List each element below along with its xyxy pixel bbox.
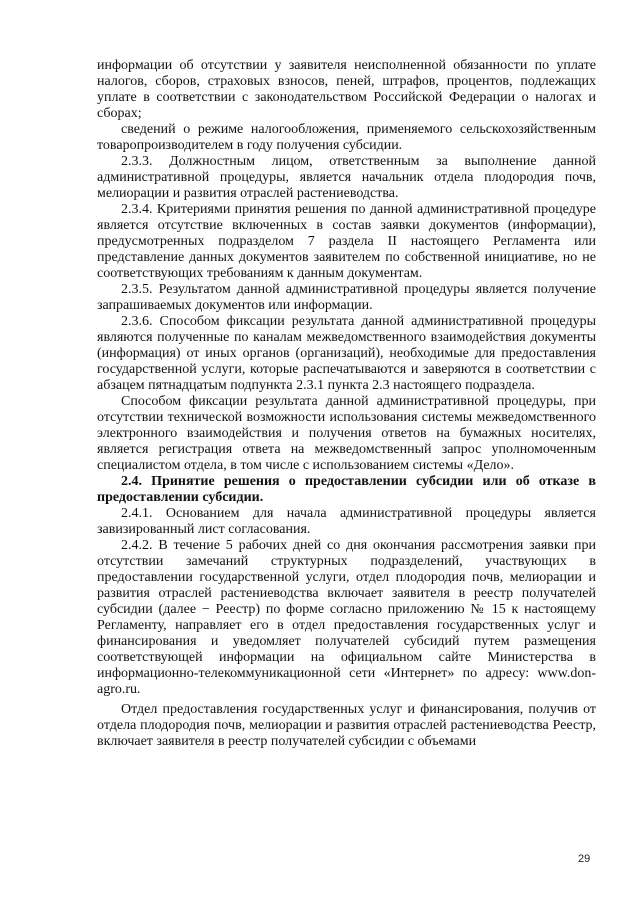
paragraph: Способом фиксации результата данной административной процедуры, при отсутствии технической возможности использования системы межведомственного электронного взаимодействия и получения ответов на бумажных носителях, является регистрация ответа на межведомственный запрос уполномоченным специалистом отдела, в том числе с использованием системы «Дело». xyxy=(97,394,596,473)
paragraph: 2.3.6. Способом фиксации результата данной административной процедуры являются полученные по каналам межведомственного взаимодействия документы (информация) от иных органов (организаций), необходимые для предоставления государственной услуги, которые распечатываются и заверяются в соответствии с абзацем пятнадцатым подпункта 2.3.1 пункта 2.3 настоящего подраздела. xyxy=(97,314,596,393)
paragraph: 2.4.2. В течение 5 рабочих дней со дня окончания рассмотрения заявки при отсутствии замечаний структурных подразделений, участвующих в предоставлении государственной услуги, отдел плодородия почв, мелиорации и развития отраслей растениеводства включает заявителя в реестр получателей субсидии (далее − Реестр) по форме согласно приложению № 15 к настоящему Регламенту, направляет его в отдел предоставления государственных услуг и финансирования и уведомляет получателей субсидий путем размещения соответствующей информации на официальном сайте Министерства в информационно-телекоммуникационной сети «Интернет» по адресу: www.don-agro.ru. xyxy=(97,538,596,697)
paragraph: 2.3.3. Должностным лицом, ответственным за выполнение данной административной процедуры, является начальник отдела плодородия почв, мелиорации и развития отраслей растениеводства. xyxy=(97,154,596,201)
paragraph: 2.3.5. Результатом данной административной процедуры является получение запрашиваемых документов или информации. xyxy=(97,282,596,313)
paragraph: Отдел предоставления государственных услуг и финансирования, получив от отдела плодородия почв, мелиорации и развития отраслей растениеводства Реестр, включает заявителя в реестр получателей субсидии с объемами xyxy=(97,702,596,749)
page-body xyxy=(97,58,596,750)
paragraph: 2.3.4. Критериями принятия решения по данной административной процедуре является отсутствие включенных в состав заявки документов (информации), предусмотренных подразделом 7 раздела II настоящего Регламента или представление данных документов заявителем по собственной инициативе, но не соответствующих требованиям к данным документам. xyxy=(97,202,596,281)
section-heading: 2.4. Принятие решения о предоставлении субсидии или об отказе в предоставлении субсидии. xyxy=(97,474,596,505)
paragraph: 2.4.1. Основанием для начала административной процедуры является завизированный лист согласования. xyxy=(97,506,596,537)
paragraph: информации об отсутствии у заявителя неисполненной обязанности по уплате налогов, сборов, страховых взносов, пеней, штрафов, процентов, подлежащих уплате в соответствии с законодательством Российской Федерации о налогах и сборах; xyxy=(97,58,596,121)
page-number: 29 xyxy=(578,853,591,865)
paragraph: сведений о режиме налогообложения, применяемого сельскохозяйственным товаропроизводителем в году получения субсидии. xyxy=(97,122,596,153)
